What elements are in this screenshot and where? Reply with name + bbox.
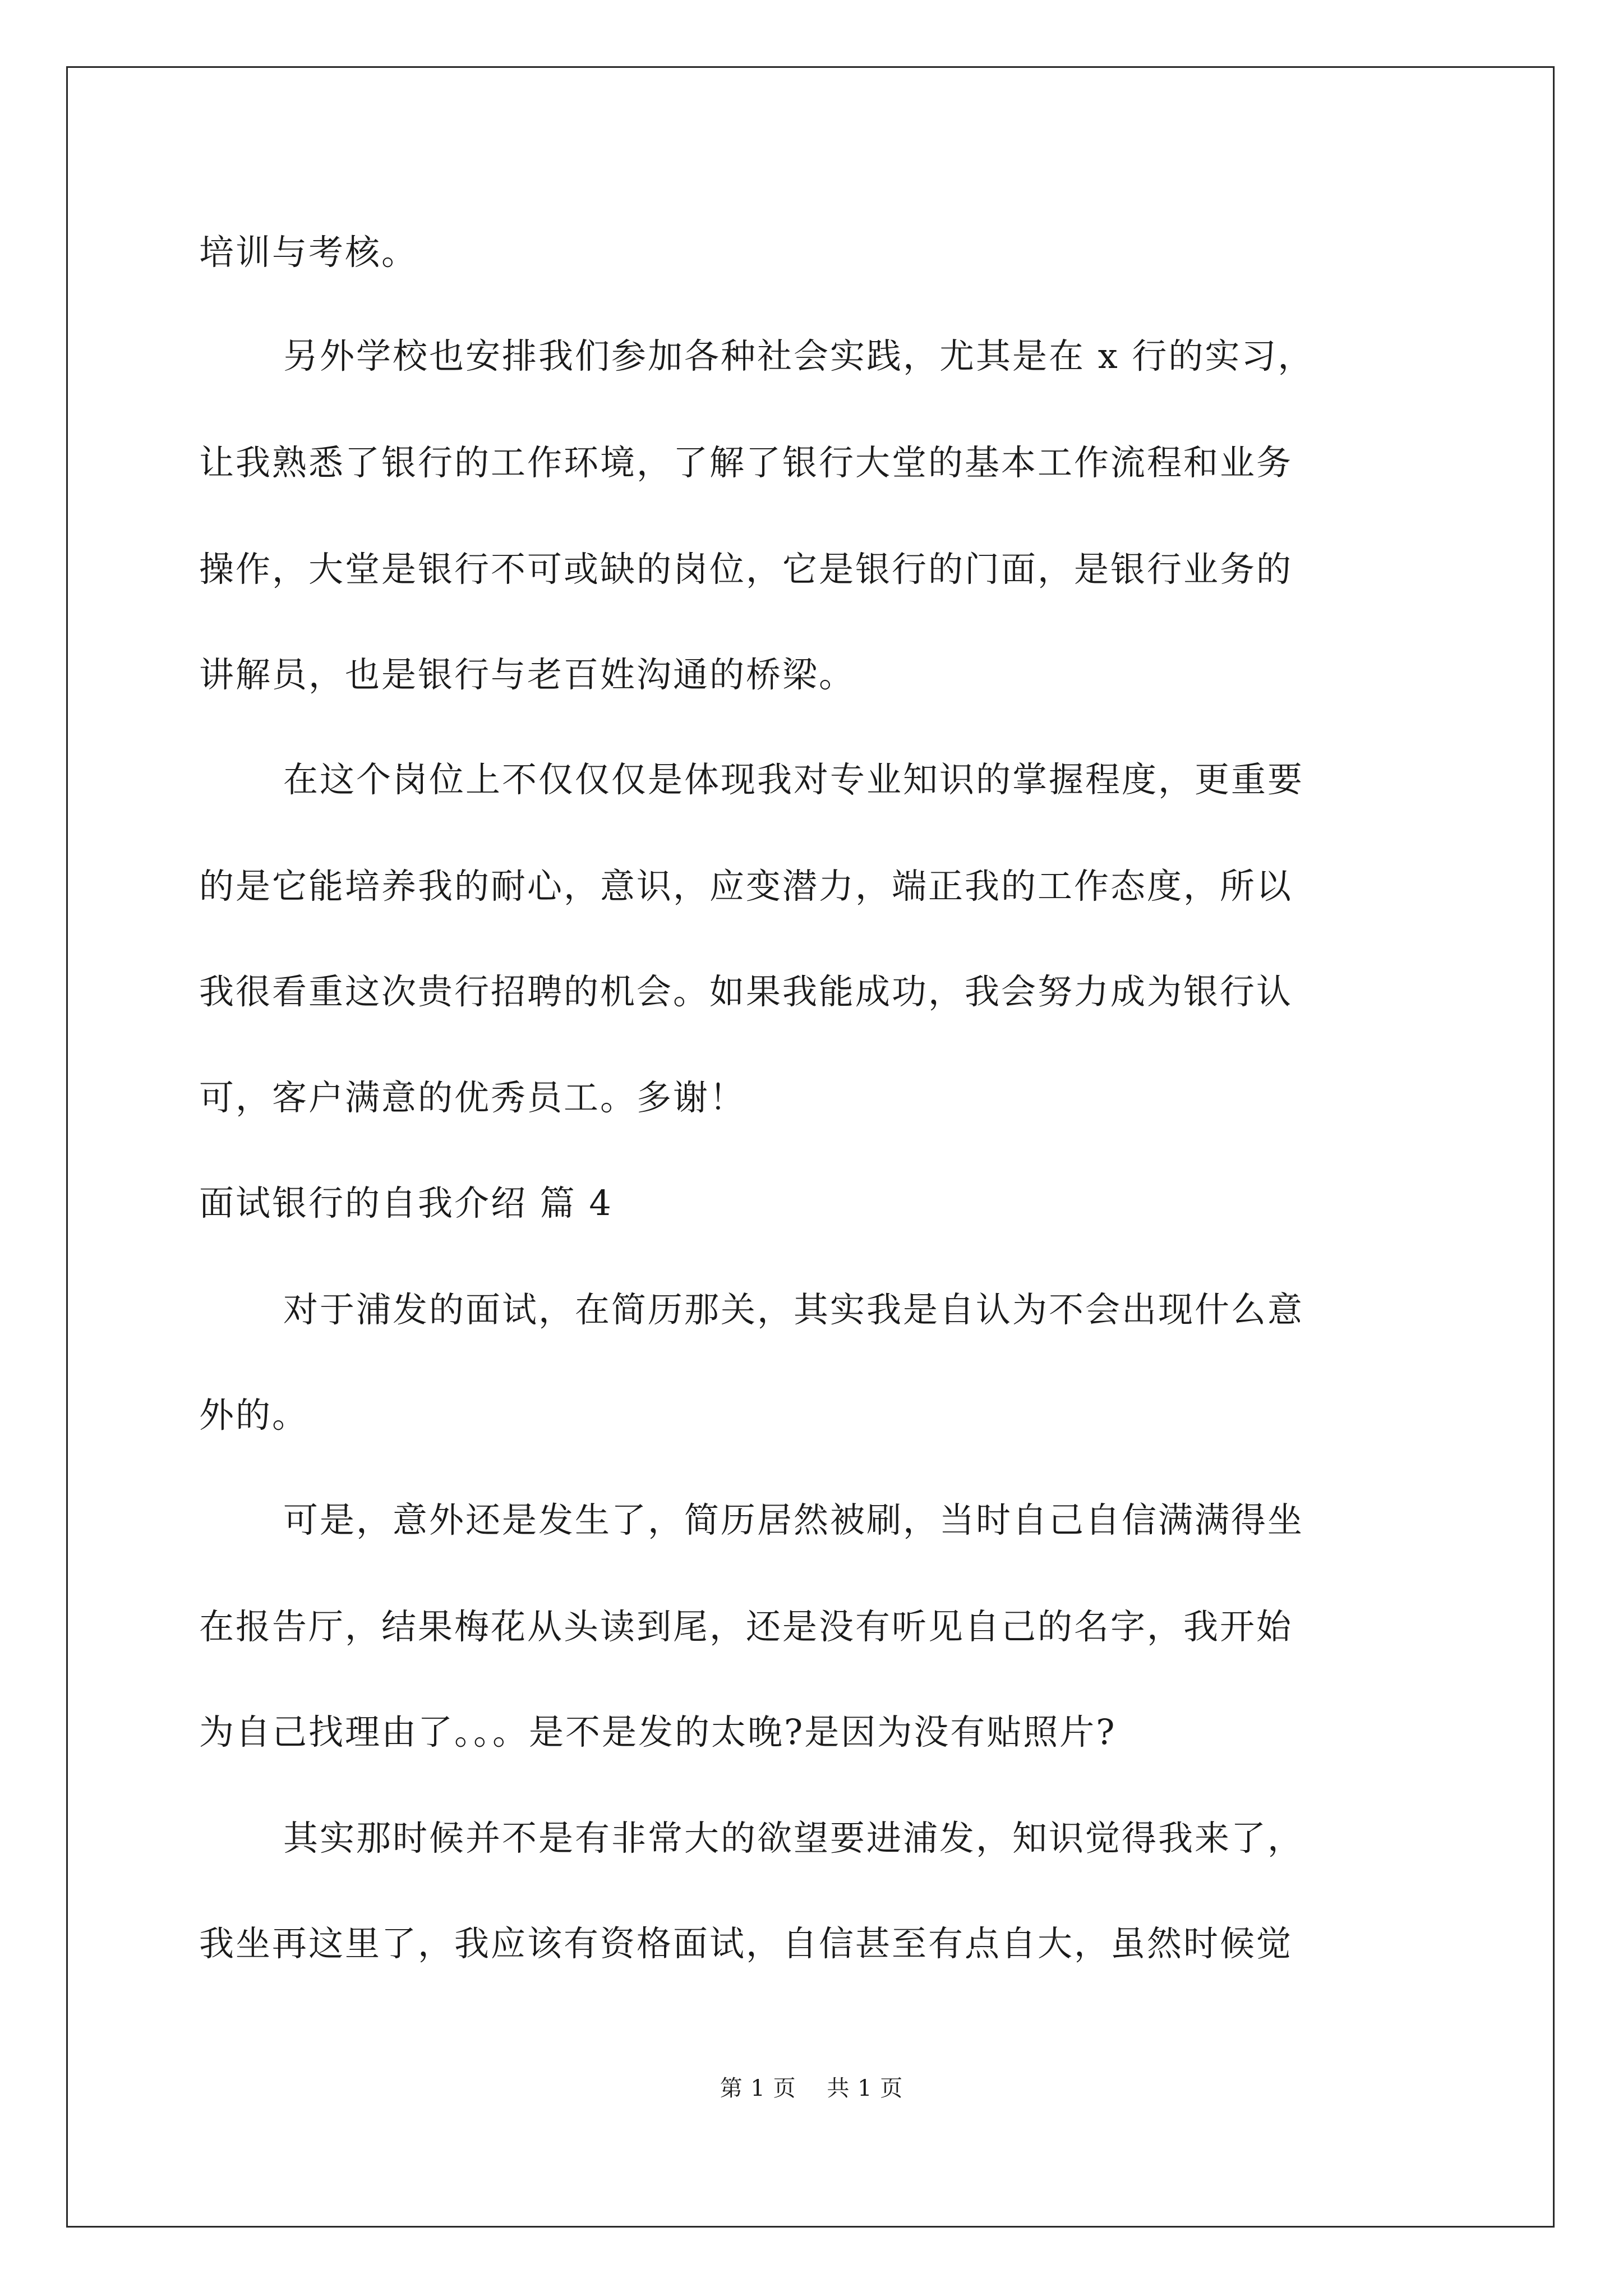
- body-line: 让我熟悉了银行的工作环境，了解了银行大堂的基本工作流程和业务: [199, 442, 1293, 483]
- paragraph-line: 对于浦发的面试，在简历那关，其实我是自认为不会出现什么意: [283, 1289, 1304, 1330]
- body-line: 在报告厅，结果梅花从头读到尾，还是没有听见自己的名字，我开始: [199, 1606, 1293, 1647]
- body-line: 操作，大堂是银行不可或缺的岗位，它是银行的门面，是银行业务的: [199, 549, 1293, 590]
- body-line: 外的。: [199, 1395, 309, 1435]
- section-heading: 面试银行的自我介绍 篇 4: [199, 1182, 613, 1223]
- page-border: [66, 66, 1555, 2228]
- body-line: 讲解员，也是银行与老百姓沟通的桥梁。: [199, 654, 856, 695]
- paragraph-line: 另外学校也安排我们参加各种社会实践，尤其是在 x 行的实习，: [283, 335, 1315, 376]
- body-line: 我很看重这次贵行招聘的机会。如果我能成功，我会努力成为银行认: [199, 971, 1293, 1012]
- body-line: 可，客户满意的优秀员工。多谢！: [199, 1077, 746, 1118]
- body-line: 培训与考核。: [199, 232, 418, 273]
- body-line: 的是它能培养我的耐心，意识，应变潜力，端正我的工作态度，所以: [199, 866, 1293, 907]
- page-footer: 第 1 页 共 1 页: [720, 2076, 903, 2101]
- body-line: 为自己找理由了。。。是不是发的太晚?是因为没有贴照片?: [199, 1711, 1117, 1752]
- paragraph-line: 其实那时候并不是有非常大的欲望要进浦发，知识觉得我来了，: [283, 1818, 1304, 1858]
- paragraph-line: 可是，意外还是发生了，简历居然被刷，当时自己自信满满得坐: [283, 1499, 1304, 1540]
- body-line: 我坐再这里了，我应该有资格面试，自信甚至有点自大，虽然时候觉: [199, 1923, 1293, 1964]
- paragraph-line: 在这个岗位上不仅仅仅是体现我对专业知识的掌握程度，更重要: [283, 759, 1304, 800]
